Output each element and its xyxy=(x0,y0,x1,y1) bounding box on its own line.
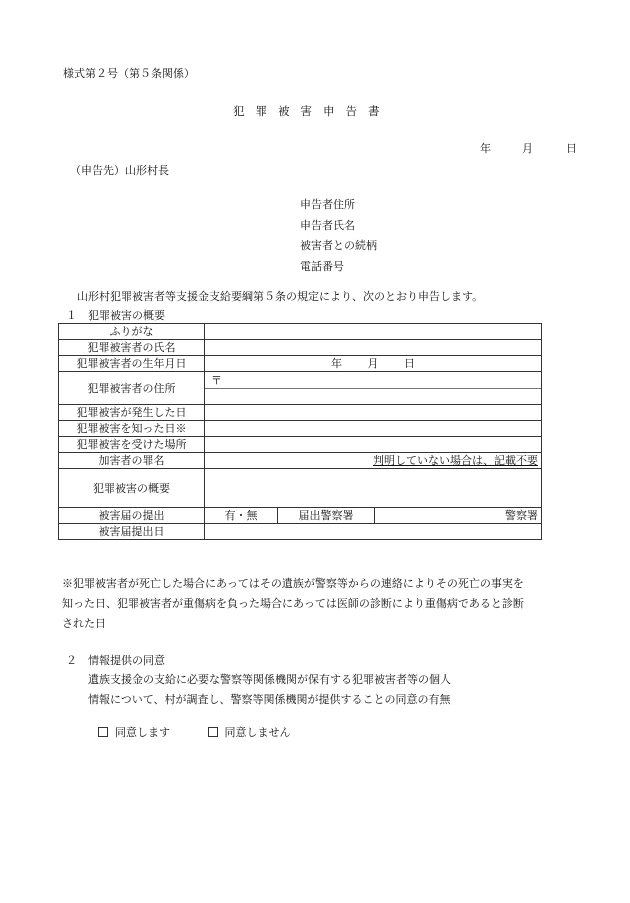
consent-line: 情報について、村が調査し、警察等関係機関が提供することの同意の有無 xyxy=(88,693,451,706)
report-date-field[interactable] xyxy=(205,524,542,540)
applicant-block xyxy=(300,195,377,277)
police-station-field[interactable]: 警察署 xyxy=(375,508,542,524)
table-row xyxy=(59,469,542,508)
known-date-label: 犯罪被害を知った日※ xyxy=(59,421,205,437)
intro-text: 山形村犯罪被害者等支援金支給要綱第５条の規定により、次のとおり申告します。 xyxy=(77,290,484,303)
table-row xyxy=(59,324,542,340)
furigana-label: ふりがな xyxy=(59,324,205,340)
section2-heading: ２ 情報提供の同意 xyxy=(66,654,165,667)
date-month: 月 xyxy=(522,142,533,155)
police-station-label: 届出警察署 xyxy=(278,508,375,524)
victim-name-label: 犯罪被害者の氏名 xyxy=(59,340,205,356)
section1-heading: １ 犯罪被害の概要 xyxy=(66,309,165,322)
applicant-name-label: 申告者氏名 xyxy=(300,218,355,232)
agree-checkbox[interactable] xyxy=(98,727,108,737)
report-date-label: 被害届提出日 xyxy=(59,524,205,540)
disagree-option[interactable] xyxy=(208,724,291,740)
date-day: 日 xyxy=(566,142,577,155)
furigana-field[interactable] xyxy=(205,324,542,340)
address-field[interactable] xyxy=(205,372,542,405)
occurred-date-label: 犯罪被害が発生した日 xyxy=(59,405,205,421)
consent-line: 遺族支援金の支給に必要な警察等関係機関が保有する犯罪被害者等の個人 xyxy=(88,673,451,686)
date-year: 年 xyxy=(480,142,491,155)
form-number: 様式第２号（第５条関係） xyxy=(63,67,195,80)
disagree-checkbox[interactable] xyxy=(208,727,218,737)
date-line xyxy=(480,140,577,156)
applicant-address-label: 申告者住所 xyxy=(300,198,355,211)
offense-note: 判明していない場合は、記載不要 xyxy=(373,454,539,467)
report-choice[interactable]: 有・無 xyxy=(205,508,278,524)
footnote-line: された日 xyxy=(62,617,106,630)
birthdate-label: 犯罪被害者の生年月日 xyxy=(59,356,205,372)
table-row xyxy=(59,524,542,540)
table-row xyxy=(59,453,542,469)
postal-code-mark: 〒 xyxy=(205,373,541,389)
summary-field[interactable] xyxy=(205,469,542,508)
victim-name-field[interactable] xyxy=(205,340,542,356)
consent-body xyxy=(88,670,451,710)
occurred-date-field[interactable] xyxy=(205,405,542,421)
table-row xyxy=(59,437,542,453)
disagree-label: 同意しません xyxy=(224,726,291,739)
footnote-line: ※犯罪被害者が死亡した場合にあってはその遺族が警察等からの連絡によりその死亡の事実を xyxy=(62,577,524,590)
recipient: （申告先）山形村長 xyxy=(70,164,169,177)
agree-option[interactable] xyxy=(98,724,170,740)
applicant-phone-label: 電話番号 xyxy=(300,259,344,273)
footnote xyxy=(62,574,524,634)
agree-label: 同意します xyxy=(115,726,170,739)
table-row xyxy=(59,508,542,524)
document-title: 犯罪被害申告書 xyxy=(233,104,391,118)
offense-label: 加害者の罪名 xyxy=(59,453,205,469)
consent-options xyxy=(98,724,291,740)
table-row xyxy=(59,356,542,372)
report-label: 被害届の提出 xyxy=(59,508,205,524)
applicant-relation-label: 被害者との続柄 xyxy=(300,239,377,252)
table-row xyxy=(59,340,542,356)
victim-info-table xyxy=(58,323,542,540)
footnote-line: 知った日、犯罪被害者が重傷病を負った場合にあっては医師の診断により重傷病であると診断 xyxy=(62,597,524,610)
known-date-field[interactable] xyxy=(205,421,542,437)
table-row xyxy=(59,405,542,421)
summary-label: 犯罪被害の概要 xyxy=(59,469,205,508)
address-label: 犯罪被害者の住所 xyxy=(59,372,205,405)
table-row xyxy=(59,372,542,405)
place-field[interactable] xyxy=(205,437,542,453)
place-label: 犯罪被害を受けた場所 xyxy=(59,437,205,453)
offense-field[interactable] xyxy=(205,453,542,469)
table-row xyxy=(59,421,542,437)
birthdate-field[interactable]: 年 月 日 xyxy=(205,356,542,372)
